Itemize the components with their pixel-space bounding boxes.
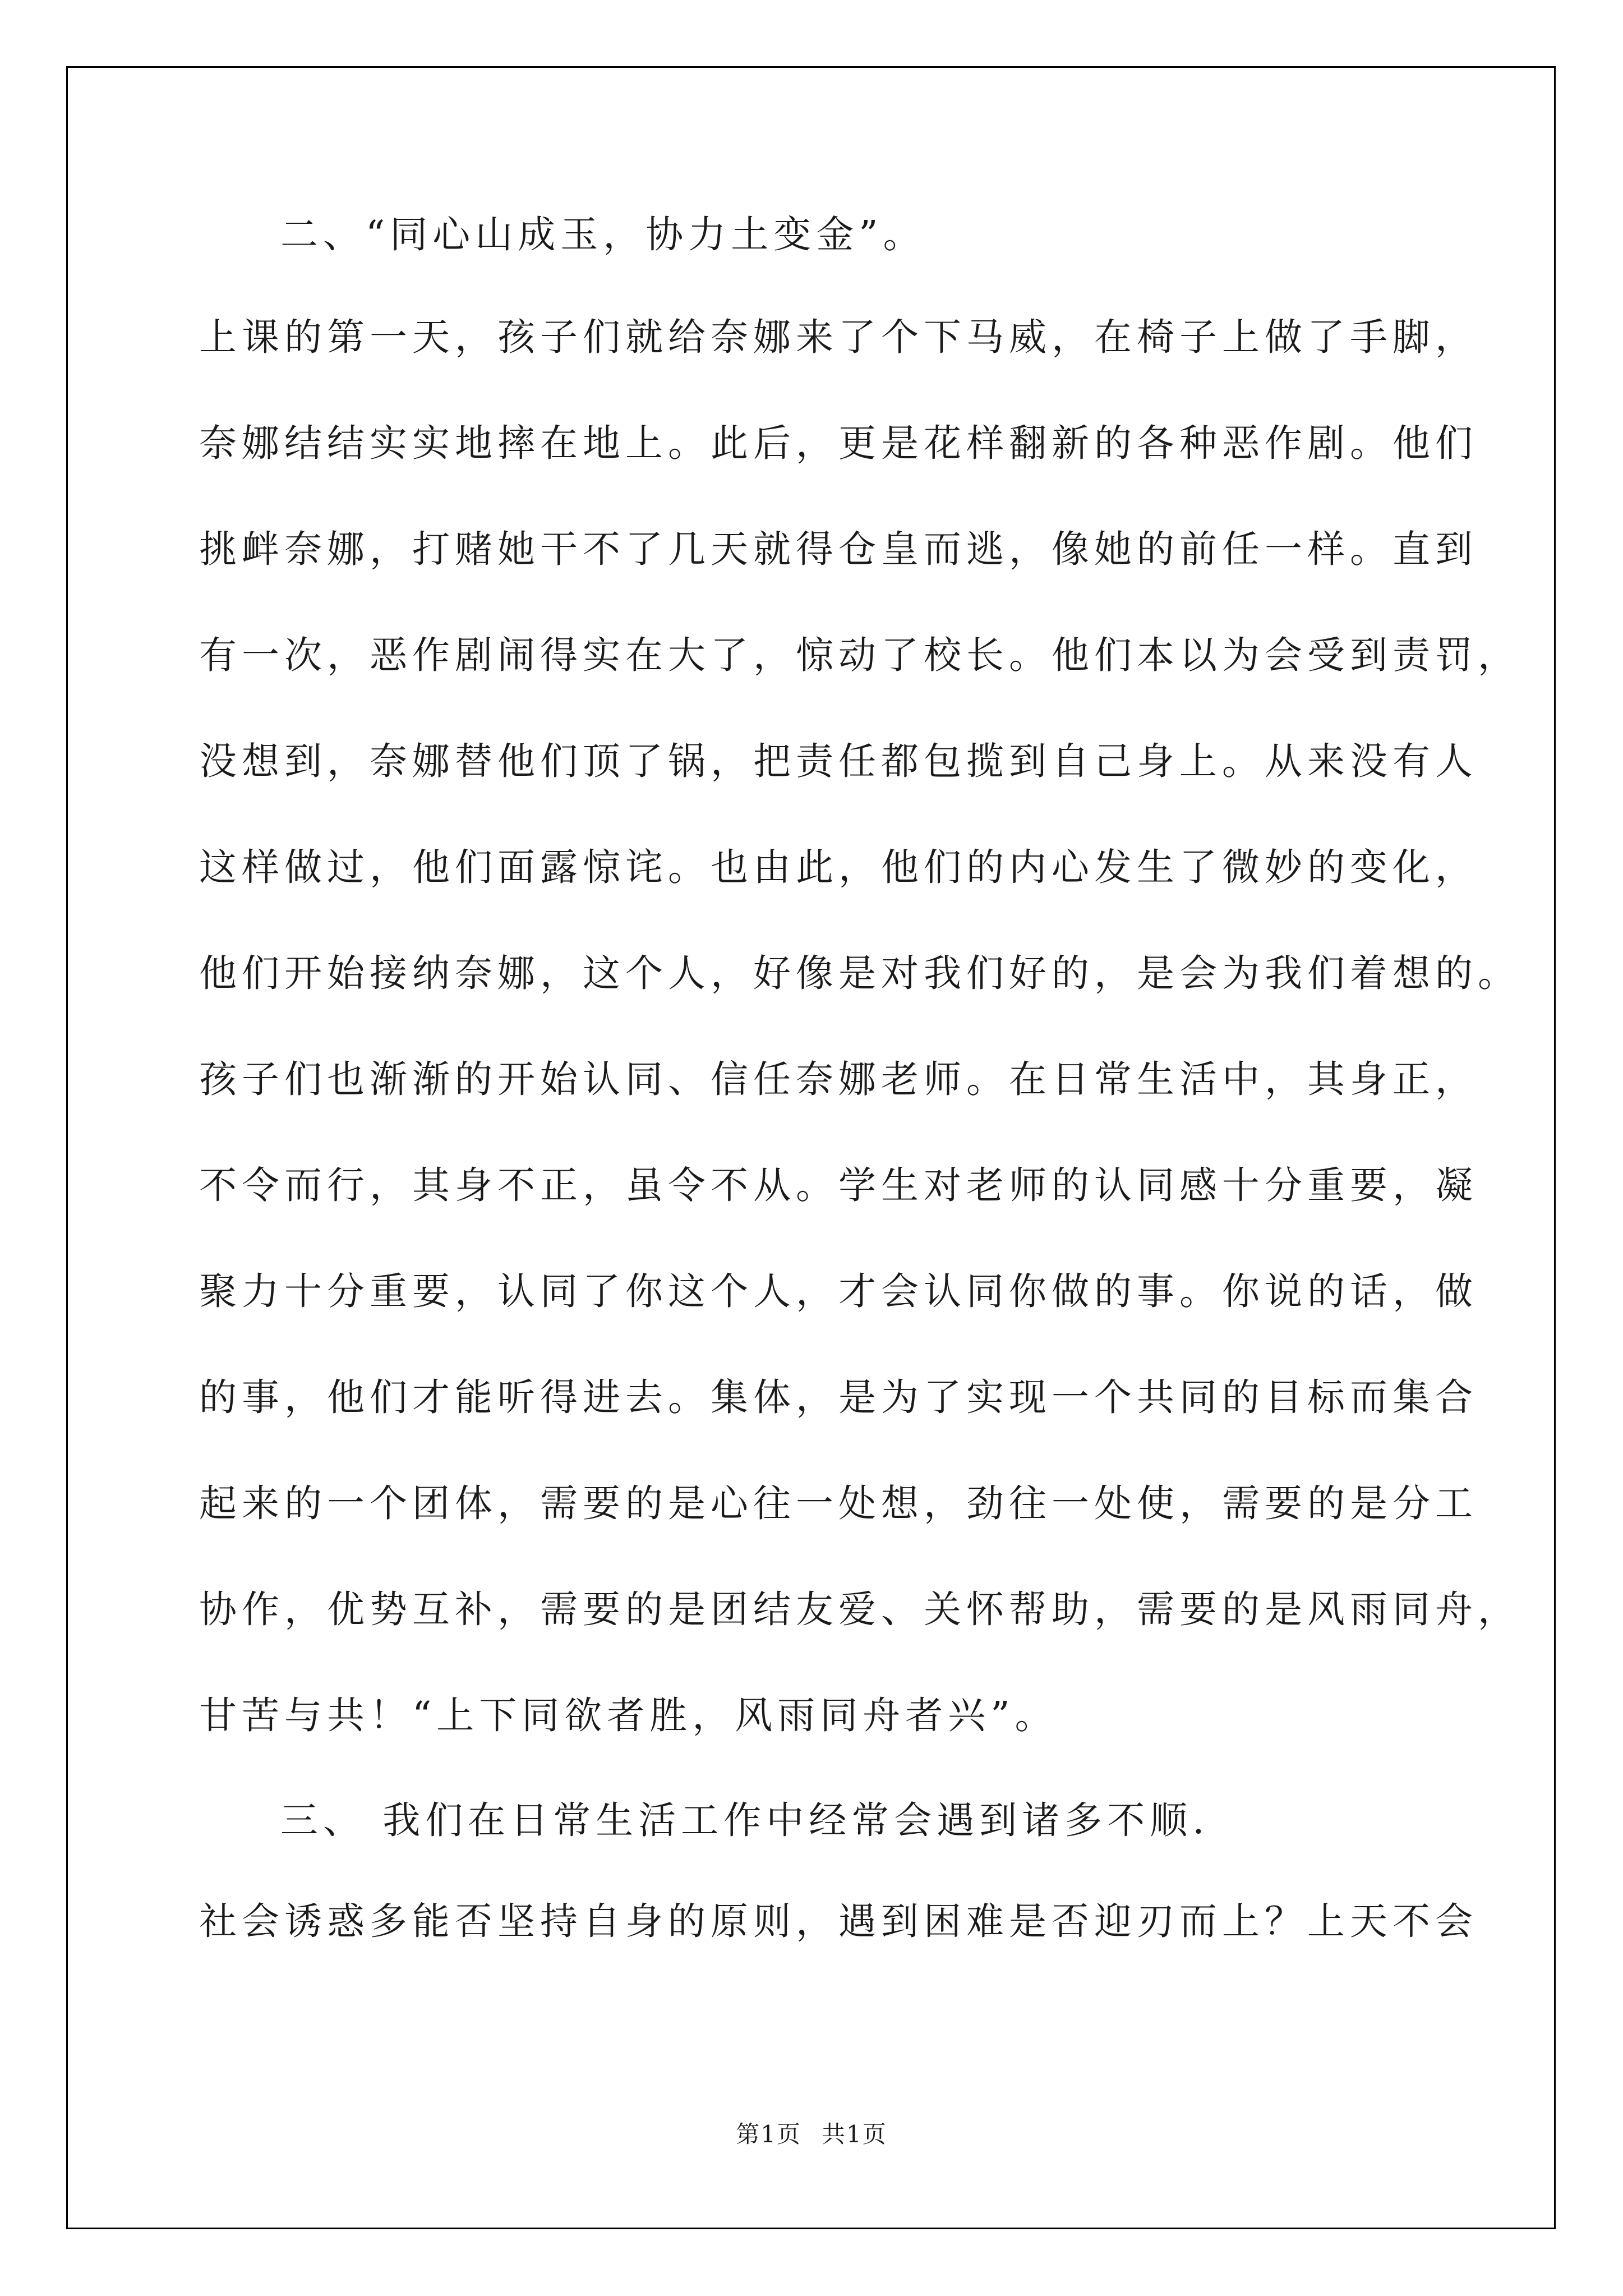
paragraph-line: 这样做过，他们面露惊诧。也由此，他们的内心发生了微妙的变化， bbox=[199, 845, 1478, 889]
paragraph-line: 挑衅奈娜，打赌她干不了几天就得仓皇而逃，像她的前任一样。直到 bbox=[199, 527, 1478, 571]
paragraph-line: 起来的一个团体，需要的是心往一处想，劲往一处使，需要的是分工 bbox=[199, 1481, 1478, 1525]
page-number: 第1页 bbox=[736, 2120, 801, 2148]
section-heading-3: 三、 我们在日常生活工作中经常会遇到诸多不顺. bbox=[280, 1798, 1210, 1842]
page-footer bbox=[0, 2118, 1623, 2151]
paragraph-line: 奈娜结结实实地摔在地上。此后，更是花样翻新的各种恶作剧。他们 bbox=[199, 421, 1478, 465]
paragraph-line: 上课的第一天，孩子们就给奈娜来了个下马威，在椅子上做了手脚， bbox=[199, 315, 1478, 359]
section-heading-2: 二、“同心山成玉，协力土变金”。 bbox=[280, 213, 926, 256]
paragraph-line: 聚力十分重要，认同了你这个人，才会认同你做的事。你说的话，做 bbox=[199, 1269, 1478, 1313]
paragraph-line: 的事，他们才能听得进去。集体，是为了实现一个共同的目标而集合 bbox=[199, 1375, 1478, 1419]
paragraph-line: 孩子们也渐渐的开始认同、信任奈娜老师。在日常生活中，其身正， bbox=[199, 1057, 1478, 1101]
paragraph-line: 社会诱惑多能否坚持自身的原则，遇到困难是否迎刃而上？上天不会 bbox=[199, 1899, 1478, 1943]
paragraph-line: 没想到，奈娜替他们顶了锅，把责任都包揽到自己身上。从来没有人 bbox=[199, 739, 1478, 783]
paragraph-line: 他们开始接纳奈娜，这个人，好像是对我们好的，是会为我们着想的。 bbox=[199, 951, 1520, 995]
paragraph-line: 不令而行，其身不正，虽令不从。学生对老师的认同感十分重要，凝 bbox=[199, 1163, 1478, 1207]
paragraph-line: 有一次，恶作剧闹得实在大了，惊动了校长。他们本以为会受到责罚， bbox=[199, 633, 1520, 677]
page-total: 共1页 bbox=[822, 2120, 887, 2148]
paragraph-line: 协作，优势互补，需要的是团结友爱、关怀帮助，需要的是风雨同舟， bbox=[199, 1588, 1520, 1631]
paragraph-line: 甘苦与共！“上下同欲者胜，风雨同舟者兴”。 bbox=[199, 1694, 1058, 1737]
